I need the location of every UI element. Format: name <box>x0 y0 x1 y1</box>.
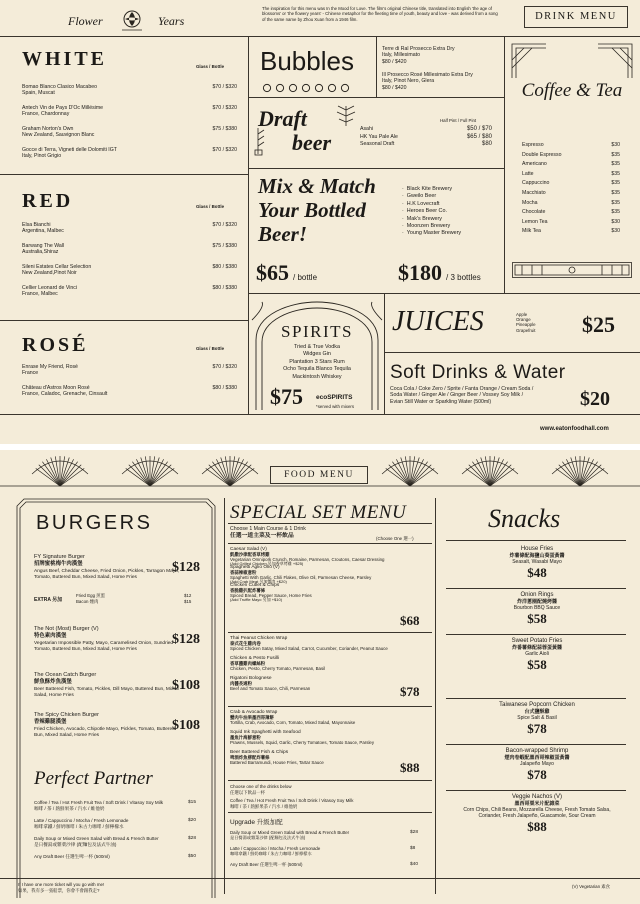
drinks-options-cn: 咖啡 / 茶 / 熱鮮果茶 / 汽水 / 維他奶 <box>230 804 298 809</box>
coffee-price: $35 <box>611 199 620 206</box>
bullet: · <box>402 215 404 222</box>
upgrade-name: Any Draft Beer 任選生啤一杯 (500ml) <box>230 862 303 867</box>
coffee-name: Americano <box>522 161 547 168</box>
partner-price: $20 <box>188 818 197 823</box>
set-item-desc: Tortilla, Crab, Avocado, Corn, Tomato, Mixed Salad, Mayonnaise <box>230 720 356 726</box>
wine-item <box>22 222 237 234</box>
burger-item <box>34 554 184 582</box>
bullet: · <box>402 186 404 192</box>
wine-item <box>22 264 237 276</box>
perfect-partner-title: Perfect Partner <box>34 768 153 789</box>
wine-price: $75 / $380 <box>212 243 237 249</box>
wine-name: Barwang The Wall <box>22 243 65 249</box>
spirit-item: Ocho Tequila Blanco Tequila <box>283 366 351 373</box>
spirits-price: $75 <box>270 384 303 409</box>
red-col-header: Glass / Bottle <box>196 204 225 209</box>
burger-desc: Beer Battered Fish, Tomato, Pickles, Dill Mayo, Buttered Bun, Mixed Salad, Home Fries <box>34 687 179 699</box>
brand-word-right: Years <box>158 14 185 28</box>
soft-drinks-list <box>390 386 570 405</box>
upgrade-name-cn: 咖啡拿鐵 / 鮮奶咖啡 / 朱古力咖啡 / 鮮檸檬水 <box>230 851 312 857</box>
wine-item <box>22 385 237 397</box>
snacks-title: Snacks <box>488 504 561 533</box>
bubbles-dots <box>262 80 362 98</box>
coffee-name: Milk Tea <box>522 228 541 235</box>
red-wine-title: RED <box>22 190 74 212</box>
snack-divider <box>446 588 626 589</box>
snack-item <box>452 638 622 673</box>
brewery-name: Moonzen Brewery <box>406 223 451 230</box>
brewery-item <box>402 208 461 215</box>
set-item-name-cn: 香蒜辣椒意粉 <box>230 570 257 576</box>
burgers-title: BURGERS <box>36 512 153 534</box>
set-item-name-cn: 泰式花生雞肉卷 <box>230 641 261 647</box>
hop-ornament-icon <box>332 104 360 133</box>
coffee-price: $35 <box>611 161 620 168</box>
snack-divider <box>446 698 626 699</box>
set-item-desc: Spiced Bread, Pepper Sauce, Home Fries <box>230 593 312 599</box>
brewery-item <box>402 193 461 200</box>
spirit-item: Tried & True Vodka <box>294 344 340 350</box>
upgrade-price: $28 <box>410 830 419 835</box>
wine-origin: France, Chardonnay <box>22 111 70 118</box>
snack-price: $78 <box>527 767 547 782</box>
set-item-desc: Chicken, Pesto, Cherry Tomato, Parmesan, Basil <box>230 666 326 672</box>
partner-name: Coffee / Tea / Hot Fresh Fruit Tea / Soft Drink / Vitasoy Soy Milk <box>34 800 164 805</box>
set-item-name: Spaghetti Aglio Olio (V) <box>230 565 280 570</box>
brewery-item <box>402 223 461 230</box>
coffee-name: Double Espresso <box>522 151 562 158</box>
burger-desc: Angus Beef, Cheddar Cheese, Fried Onion, Pickles, Tarragon Mayo, Tomato, Buttered Bun, Mixed Salad, Home Fries <box>34 569 180 581</box>
set-item-name-cn: 香脆雞扒配炸薯條 <box>230 588 266 594</box>
partner-price: $15 <box>188 800 197 805</box>
flower-emblem-icon <box>118 8 146 37</box>
mix-price-2: $180 / 3 bottles <box>398 260 481 285</box>
brewery-name: Young Master Brewery <box>406 230 462 237</box>
spirits-title: SPIRITS <box>281 322 353 341</box>
wine-item <box>22 285 237 297</box>
set-price: $78 <box>400 684 420 699</box>
coffee-name: Lemon Tea <box>522 218 548 225</box>
extra-name: Bacon 煙肉 <box>76 599 99 605</box>
wine-origin: Spain, Muscat <box>22 90 55 97</box>
spirits-note: *served with mixers <box>316 404 355 409</box>
set-item <box>230 636 416 651</box>
snack-divider <box>446 744 626 745</box>
snack-desc: Garlic Aioli <box>525 651 549 657</box>
bullet: · <box>402 193 404 200</box>
burger-price: $128 <box>172 560 200 575</box>
fan-ornament <box>462 456 518 486</box>
brewery-item <box>402 216 461 223</box>
coffee-price: $30 <box>611 228 620 235</box>
ecospirits-brand: ecoSPIRITS <box>316 394 353 401</box>
snack-name: Taiwanese Popcorn Chicken <box>499 702 575 708</box>
bullet: · <box>402 208 404 215</box>
website-url[interactable]: www.eatonfoodhall.com <box>540 426 609 432</box>
fan-ornament <box>382 456 438 486</box>
juice-flavor: Apple <box>516 312 528 317</box>
set-item-desc: Vegetarian Omnipork Crunch, Romaine, Parmesan, Croutons, Caesar Dressing <box>230 557 385 563</box>
art-deco-frieze-coffee <box>512 262 632 283</box>
wine-price: $70 / $320 <box>212 222 237 228</box>
coffee-price: $35 <box>611 170 620 177</box>
brand-logo <box>68 8 196 34</box>
drink-menu-page <box>0 0 640 444</box>
burger-price: $108 <box>172 718 200 733</box>
footer-quote-cn: 如果，我有多一張船票，你會不會跟我走? <box>18 888 100 893</box>
snack-divider <box>446 790 626 791</box>
snack-price: $88 <box>527 819 547 834</box>
partner-price: $50 <box>188 854 197 859</box>
drink-menu-title: DRINK MENU <box>535 11 617 22</box>
set-item-name: Caesar Salad (V) <box>230 547 267 552</box>
set-item-name-cn: 凱撒沙律配香草烤雞 <box>230 552 270 558</box>
wine-origin: France, Malbec <box>22 291 58 298</box>
set-item-name: Chicken Cutlet & Chips <box>230 583 280 588</box>
coffee-price: $35 <box>611 180 620 187</box>
spirit-item: Mackintosh Whiskey <box>292 373 342 380</box>
extra-price: $15 <box>184 599 192 605</box>
coffee-tea-title-text: Coffee & Tea <box>521 80 623 101</box>
partner-name: Latte / Cappuccino / Mocha / Fresh Lemonade <box>34 818 129 823</box>
fan-ornament <box>122 456 178 486</box>
set-item-extra: (Add Truffle Mayo 另加 +$10) <box>230 597 283 603</box>
bubbles-item-1: Terre di Ral Prosecco Extra Dry Italy, Millesimato $80 / $420 <box>382 46 455 65</box>
snack-price: $78 <box>527 721 547 736</box>
set-item <box>230 656 416 671</box>
set-item-desc: Spaghetti With Garlic, Chili Flakes, Olive Oil, Parmesan Cheese, Parsley <box>230 575 372 581</box>
brewery-name: Mak's Brewery <box>406 215 442 222</box>
brewery-list <box>402 186 461 238</box>
snack-name-cn: 墨西哥粟米片配雜菜 <box>514 801 560 807</box>
rose-col-header: Glass / Bottle <box>196 346 225 351</box>
intro-text: The inspiration for this menu was In the Mood for Love. The film's original Chinese title, translated into English 'the age of blossoms' or 'the flowery years' - Chinese metaphor for the fleeting time of youth, beauty and love - was derived from a song of the same name by Zhou Xuan from a 1946 film. <box>262 6 498 22</box>
burger-desc: Fried Chicken, Avocado, Chipotle Mayo, Pickles, Tomato, Buttered Bun, Mixed Salad, Home Fries <box>34 727 175 739</box>
wine-origin: New Zealand,Pinot Noir <box>22 270 77 277</box>
snack-price: $48 <box>527 565 547 580</box>
set-item <box>230 750 416 765</box>
set-item-desc: Beef and Tomato Sauce, Chili, Parmesan <box>230 686 311 692</box>
fan-ornament <box>552 456 608 486</box>
extra-label: EXTRA 另加 <box>34 597 63 603</box>
draft-title-1: Draft <box>258 106 307 131</box>
draft-price: $65 / $80 <box>466 133 492 140</box>
wine-price: $80 / $380 <box>212 285 237 291</box>
upgrade-name: Latte / Cappuccino / Mocha / Fresh Lemonade <box>230 846 321 851</box>
food-menu-title-box <box>270 466 368 484</box>
coffee-price: $35 <box>611 209 620 216</box>
set-item <box>230 710 416 725</box>
brewery-item <box>402 201 461 208</box>
choose-one-note: (Choose One 選一) <box>376 536 414 541</box>
set-item <box>230 583 416 603</box>
partner-price: $28 <box>188 836 197 841</box>
brewery-item <box>402 230 461 237</box>
snack-name: Sweet Potato Fries <box>511 638 563 644</box>
fan-ornament <box>202 456 258 486</box>
juices-price: $25 <box>582 312 615 337</box>
snack-name: House Fries <box>520 546 554 552</box>
wine-price: $75 / $380 <box>212 126 237 132</box>
burger-name-cn: 香辣雞腿漢堡 <box>34 719 67 725</box>
draft-name: Asahi <box>360 126 373 132</box>
coffee-name: Macchiato <box>522 190 546 196</box>
snack-name-cn: 炸洋蔥圈配燒烤醬 <box>516 599 557 605</box>
wine-price: $80 / $380 <box>212 385 237 391</box>
set-item-name-cn: 墨魚汁海鮮意粉 <box>230 735 261 741</box>
footer-quote: If I have one more ticket will you go with me! <box>18 882 105 887</box>
wine-name: Cellier Leonard de Vinci <box>22 285 77 291</box>
set-divider <box>228 706 432 707</box>
juices-title: JUICES <box>392 306 484 337</box>
snack-item <box>452 592 622 627</box>
soft-drink-line: Soda Water / Ginger Ale / Ginger Beer / Vossey Soy Milk / <box>390 392 524 399</box>
wine-item <box>22 243 237 255</box>
drinks-options: Coffee / Tea / Hot Fresh Fruit Tea / Soft Drink / Vitasoy Soy Milk <box>230 798 354 803</box>
burger-item <box>34 672 184 700</box>
coffee-name: Mocha <box>522 199 538 206</box>
snack-name-cn: 煙肉卷蝦配墨西哥辣椒蛋黃醬 <box>504 755 570 761</box>
upgrade-name-cn: 是日餐湯或雜菜沙律 (配麵包及法式牛油) <box>230 835 306 841</box>
set-item <box>230 676 416 691</box>
brewery-name: H.K Lovecraft <box>406 200 440 207</box>
burger-name-cn: 特色素肉漢堡 <box>34 633 67 639</box>
drinks-line-cn: 任選以下飲品一杯 <box>230 790 266 795</box>
set-item-name-cn: 啤酒炸魚柳配炸薯條 <box>230 755 270 761</box>
set-item-name: Thai Peanut Chicken Wrap <box>230 636 288 641</box>
drink-menu-title-box <box>524 6 628 28</box>
brewery-name: Gweilo Beer <box>406 193 437 200</box>
set-item-extra: (Add Crab Meat 另加蟹肉 +$20) <box>230 579 287 585</box>
snack-item <box>452 546 622 581</box>
wine-name: Bomao Blanco Clasico Macabeo <box>22 84 97 90</box>
rose-wine-title: ROSÉ <box>22 334 89 356</box>
set-item-name: Chicken & Pesto Fusilli <box>230 656 280 661</box>
snack-name-cn: 炸番薯條配蒜蓉蛋黃醬 <box>511 645 562 651</box>
snack-desc: Corn Chips, Chili Beans, Mozzarella Cheese, Fresh Tomato Salsa, Coriander, Fresh Jalapeño, Guacamole, Sour Cream <box>463 807 611 819</box>
wine-origin: New Zealand, Sauvignon Blanc <box>22 132 95 139</box>
brewery-name: Black Kite Brewery <box>406 186 453 192</box>
bubbles-item-2: Ill Prosecco Rosé Millesimato Extra Dry Italy, Pinot Nero, Glera $80 / $420 <box>382 72 473 91</box>
bullet: · <box>402 223 404 230</box>
wine-item <box>22 84 237 96</box>
draft-name: HK Yau Pale Ale <box>360 133 398 140</box>
burger-name: The Spicy Chicken Burger <box>34 712 99 718</box>
snack-desc: Jalapeño Mayo <box>520 761 554 767</box>
set-item-desc: Spiced Chicken Satay, Mixed Salad, Carrot, Cucumber, Coriander, Peanut Sauce <box>230 646 388 652</box>
partner-name-cn: 咖啡拿鐵 / 鮮奶咖啡 / 朱古力咖啡 / 鮮檸檬水 <box>34 823 124 829</box>
burger-name: FY Signature Burger <box>34 554 85 560</box>
wine-item <box>22 364 237 376</box>
upgrade-price: $40 <box>410 862 419 867</box>
set-item-name-cn: 蟹肉牛油果墨西哥薄餅 <box>230 715 274 721</box>
wine-price: $70 / $320 <box>212 364 237 370</box>
spirit-item: Widges Gin <box>303 351 331 358</box>
coffee-price: $35 <box>611 151 620 158</box>
draft-title-2: beer <box>292 130 332 155</box>
wine-name: Gocce di Terra, Vigneti delle Dolomiti IGT <box>22 147 117 153</box>
coffee-name: Latte <box>522 170 534 177</box>
partner-item <box>34 818 184 829</box>
wine-item <box>22 105 237 117</box>
set-item-name: Rigatoni Bolognese <box>230 676 272 681</box>
partner-item <box>34 800 184 811</box>
burger-item <box>34 712 184 740</box>
juice-flavor: Grapefruit <box>516 327 536 333</box>
food-menu-page <box>0 450 640 904</box>
wine-price: $70 / $320 <box>212 84 237 90</box>
snack-desc: Bourbon BBQ Sauce <box>513 605 561 611</box>
bubbles-title: Bubbles <box>260 46 354 76</box>
juice-flavor-list <box>516 312 536 333</box>
white-col-header: Glass / Bottle <box>196 64 225 69</box>
brewery-item <box>402 186 461 193</box>
draft-name: Seasonal Draft <box>360 141 395 147</box>
burger-price: $128 <box>172 632 200 647</box>
wine-origin: Italy, Pinot Grigio <box>22 153 62 160</box>
set-item-name: Crab & Avocado Wrap <box>230 710 278 715</box>
partner-name-cn: 是日餐湯或雜菜沙律 (配麵包及法式牛油) <box>34 841 117 847</box>
upgrade-item <box>230 846 400 856</box>
draft-price: $80 <box>481 141 492 147</box>
burger-name-cn: 鮮魚酥炸魚漢堡 <box>34 679 72 685</box>
burger-name: The Not (Most) Burger (V) <box>34 626 99 632</box>
set-item-extra: (Add Grilled Chicken 另加香草烤雞 +$25) <box>230 561 304 567</box>
burger-name: The Ocean Catch Burger <box>34 672 97 678</box>
coffee-name: Cappuccino <box>522 180 550 187</box>
spirit-item: Plantation 3 Stars Rum <box>289 358 345 365</box>
snack-desc: Spice Salt & Basil <box>517 715 557 721</box>
juice-flavor: Pineapple <box>516 322 536 328</box>
snack-name: Bacon-wrapped Shrimp <box>505 748 569 754</box>
soft-drink-line: Coca Cola / Coke Zero / Sprite / Fanta Orange / Cream Soda / <box>390 386 534 392</box>
coffee-price: $30 <box>611 218 620 225</box>
coffee-name: Chocolate <box>522 209 546 216</box>
bullet: · <box>402 200 404 207</box>
partner-item <box>34 836 184 847</box>
wine-price: $80 / $380 <box>212 264 237 270</box>
mix-match-title: Mix & Match Your Bottled Beer! <box>258 174 376 246</box>
white-wine-title: WHITE <box>22 48 108 70</box>
special-subtitle: Choose 1 Main Course & 1 Drink <box>230 526 306 532</box>
wine-name: Elsa Bianchi <box>22 222 51 228</box>
set-item-name-cn: 肉醬長通粉 <box>230 681 252 687</box>
snack-name: Onion Rings <box>520 592 554 598</box>
wine-name: Enrase My Friend, Rosé <box>22 364 78 370</box>
coffee-tea-title <box>510 80 634 102</box>
extra-name: Fried Egg 煎蛋 <box>76 593 106 598</box>
wine-item <box>22 147 237 159</box>
drinks-line: Choose one of the drinks below <box>230 784 292 789</box>
vegetarian-note: (V) Vegetarian 素食 <box>572 884 611 889</box>
burger-desc: Vegetarian Impossible Patty, Mayo, Caramelised Onion, Sundried Tomato, Buttered Bun, Mixed Salad, Home Fries <box>34 641 174 653</box>
burger-item <box>34 626 184 654</box>
wine-item <box>22 126 237 138</box>
extra-price: $12 <box>184 593 192 598</box>
snack-price: $58 <box>527 657 547 672</box>
fan-ornament <box>32 456 88 486</box>
food-menu-title: FOOD MENU <box>284 470 354 480</box>
draft-price: $50 / $70 <box>466 126 492 132</box>
set-divider <box>228 632 432 633</box>
brewery-name: Heroes Beer Co. <box>406 208 447 215</box>
snack-item <box>452 702 622 737</box>
partner-name-cn: 咖啡 / 茶 / 熱鮮果茶 / 汽水 / 維他奶 <box>34 805 105 811</box>
coffee-price: $30 <box>611 142 620 148</box>
draft-header: Half Pint / Full Pint <box>440 118 477 123</box>
wine-name: Graham Norton's Own <box>22 126 74 132</box>
wine-origin: Australia,Shiraz <box>22 249 59 256</box>
set-price: $68 <box>400 613 420 628</box>
special-set-title: SPECIAL SET MENU <box>230 502 407 523</box>
snack-item <box>452 794 622 835</box>
set-item-name: Squid Ink Spaghetti with Seafood <box>230 730 301 735</box>
burger-price: $108 <box>172 678 200 693</box>
special-subtitle-cn: 任選一道主菜及一杯飲品 <box>230 533 294 539</box>
snack-name: Veggie Nachos (V) <box>511 794 563 800</box>
soft-drinks-title: Soft Drinks & Water <box>390 362 566 383</box>
soft-drinks-price: $20 <box>580 388 610 410</box>
bullet: · <box>402 230 404 237</box>
wine-name: Sileni Estates Cellar Selection <box>22 264 92 270</box>
set-item-desc: Battered Barramundi, House Fries, Tartar Sauce <box>230 760 324 766</box>
wine-price: $70 / $320 <box>212 105 237 111</box>
wine-price: $70 / $320 <box>212 147 237 153</box>
snack-price: $58 <box>527 611 547 626</box>
wine-name: Château d'Astros Moon Rosé <box>22 385 90 391</box>
mix-price-1: $65 / bottle <box>256 260 318 285</box>
snack-item <box>452 748 622 783</box>
brand-word-left: Flower <box>68 14 103 28</box>
set-item <box>230 730 416 745</box>
upgrade-title: Upgrade 升級加配 <box>230 819 283 826</box>
upgrade-price: $8 <box>410 846 416 851</box>
wine-origin: Argentina, Malbec <box>22 228 64 235</box>
wine-origin: France, Caladoc, Grenache, Cinsault <box>22 391 108 398</box>
soft-drink-line: Evian Still Water or Sparkling Water (500ml) <box>390 398 492 405</box>
upgrade-item <box>230 830 400 840</box>
snack-name-cn: 台式鹽酥雞 <box>524 709 550 715</box>
set-price: $88 <box>400 760 420 775</box>
partner-name: Any Draft Beer 任選生啤一杯 (500ml) <box>34 854 110 859</box>
wheat-ornament-icon <box>254 126 274 161</box>
snack-divider <box>446 634 626 635</box>
upgrade-name: Daily Soup or Mixed Green Salad with Bread & French Butter <box>230 830 350 835</box>
upgrade-item <box>230 862 400 867</box>
set-item-name: Beer Battered Fish & Chips <box>230 750 289 755</box>
wine-name: Antech Vin de Pays D'Oc Millésime <box>22 105 104 111</box>
coffee-price: $35 <box>611 190 620 196</box>
partner-item <box>34 854 184 860</box>
burger-name-cn: 招牌蜜桃梅牛肉漢堡 <box>34 561 83 567</box>
partner-name: Daily Soup or Mixed Green Salad with Bread & French Butter <box>34 836 159 841</box>
snack-desc: Seasalt, Wasabi Mayo <box>512 559 562 565</box>
spirits-list <box>262 344 372 381</box>
juice-flavor: Orange <box>516 317 531 323</box>
wine-origin: France <box>22 370 39 377</box>
coffee-name: Espresso <box>522 142 544 148</box>
set-item-name-cn: 香草醬雞肉螺絲粉 <box>230 661 266 667</box>
snack-name-cn: 炸薯條配海鹽山葵蛋黃醬 <box>509 553 565 559</box>
set-item-desc: Prawns, Mussels, Squid, Garlic, Cherry Tomatoes, Tomato Sauce, Parsley <box>230 740 375 746</box>
